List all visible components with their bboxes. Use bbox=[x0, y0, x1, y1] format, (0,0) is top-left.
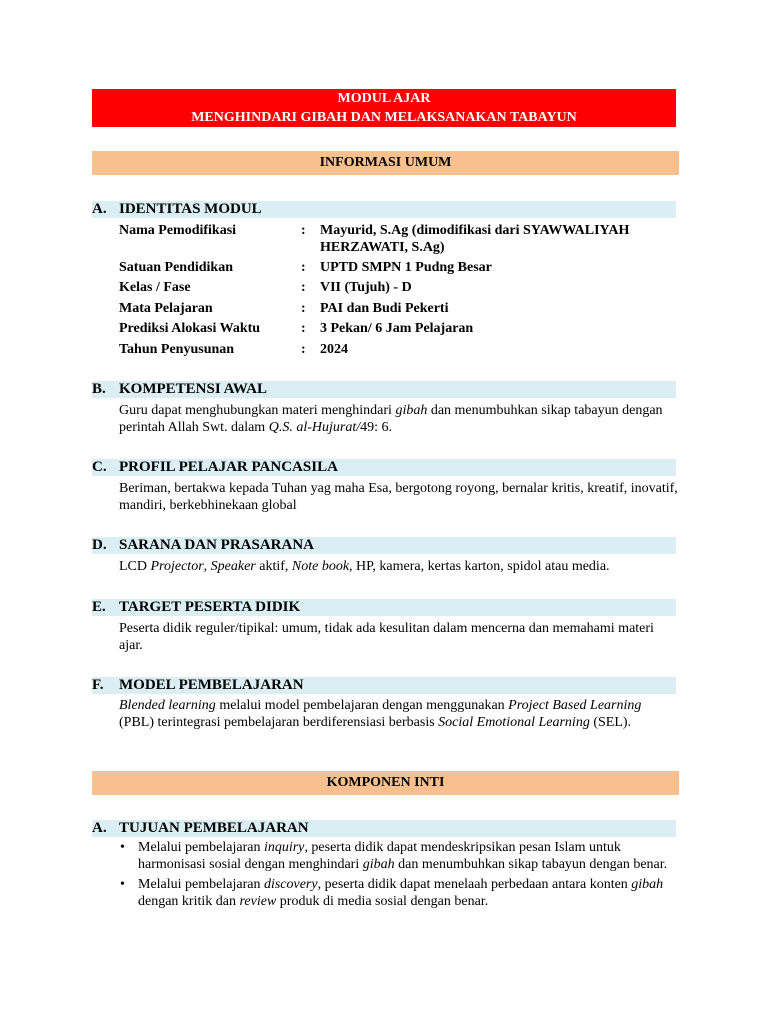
italic-run: Speaker bbox=[210, 559, 256, 574]
tujuan-list bbox=[119, 839, 679, 913]
section-identitas-modul bbox=[92, 201, 676, 218]
section-profil-pelajar-pancasila bbox=[92, 459, 676, 476]
italic-run: review bbox=[239, 894, 277, 909]
text-run: , bbox=[203, 559, 211, 574]
section-letter: C. bbox=[92, 459, 107, 475]
module-title-banner bbox=[92, 89, 676, 127]
identitas-colon: : bbox=[301, 301, 306, 316]
text-run: dan menumbuhkan sikap tabayun dengan benar. bbox=[394, 857, 668, 872]
text-run: , HP, kamera, kertas karton, spidol atau media. bbox=[349, 559, 610, 574]
identitas-value: VII (Tujuh) - D bbox=[320, 280, 412, 295]
text-run: melalui model pembelajaran dengan menggunakan bbox=[215, 698, 509, 713]
sarana-text bbox=[119, 558, 679, 575]
text-run: dan menumbuhkan sikap tabayun dengan perintah Allah Swt. dalam bbox=[119, 403, 663, 435]
italic-run: gibah bbox=[395, 403, 428, 418]
module-title-line2: MENGHINDARI GIBAH DAN MELAKSANAKAN TABAYUN bbox=[191, 110, 577, 125]
italic-run: inquiry bbox=[263, 840, 305, 855]
identitas-value: 3 Pekan/ 6 Jam Pelajaran bbox=[320, 321, 474, 336]
text-run: 49: 6. bbox=[360, 420, 392, 435]
identitas-colon: : bbox=[301, 280, 306, 295]
text-run: (SEL). bbox=[589, 715, 632, 730]
identitas-colon: : bbox=[301, 342, 306, 357]
italic-run: Projector bbox=[150, 559, 204, 574]
italic-run: Note book bbox=[291, 559, 350, 574]
identitas-value: PAI dan Budi Pekerti bbox=[320, 301, 449, 316]
section-letter: A. bbox=[92, 820, 107, 836]
identitas-colon: : bbox=[301, 260, 306, 275]
section-label: PROFIL PELAJAR PANCASILA bbox=[119, 459, 338, 475]
text-run: Melalui pembelajaran bbox=[138, 840, 264, 855]
section-letter: F. bbox=[92, 677, 104, 693]
italic-run: Blended learning bbox=[119, 698, 216, 713]
identitas-value: Mayurid, S.Ag (dimodifikasi dari SYAWWALIYAH HERZAWATI, S.Ag) bbox=[320, 223, 630, 255]
italic-run: discovery bbox=[263, 877, 318, 892]
text-run: Guru dapat menghubungkan materi menghindari bbox=[119, 403, 396, 418]
identitas-key: Nama Pemodifikasi bbox=[119, 223, 237, 238]
section-label: KOMPETENSI AWAL bbox=[119, 381, 267, 397]
profil-text: Beriman, bertakwa kepada Tuhan yag maha Esa, bergotong royong, bernalar kritis, kreatif, inovatif, mandiri, berkebhinekaan global bbox=[119, 481, 678, 513]
section-model-pembelajaran bbox=[92, 677, 676, 694]
target-text: Peserta didik reguler/tipikal: umum, tidak ada kesulitan dalam mencerna dan memahami materi ajar. bbox=[119, 621, 654, 653]
text-run: produk di media sosial dengan benar. bbox=[276, 894, 489, 909]
band-informasi-umum: INFORMASI UMUM bbox=[92, 151, 679, 175]
section-sarana-prasarana bbox=[92, 537, 676, 554]
identitas-value: 2024 bbox=[320, 342, 348, 357]
text-run: aktif, bbox=[255, 559, 292, 574]
section-letter: D. bbox=[92, 537, 107, 553]
bullet-dot: • bbox=[120, 877, 125, 892]
module-title-line1: MODUL AJAR bbox=[337, 91, 431, 106]
italic-run: gibah bbox=[362, 857, 395, 872]
section-label: TUJUAN PEMBELAJARAN bbox=[119, 820, 309, 836]
text-run: , peserta didik dapat menelaah perbedaan antara konten bbox=[317, 877, 632, 892]
section-label: SARANA DAN PRASARANA bbox=[119, 537, 315, 553]
italic-run: Social Emotional Learning bbox=[438, 715, 590, 730]
band-komponen-inti: KOMPONEN INTI bbox=[92, 771, 679, 795]
text-run: dengan kritik dan bbox=[138, 894, 240, 909]
section-letter: B. bbox=[92, 381, 106, 397]
list-item bbox=[119, 876, 679, 910]
kompetensi-text bbox=[119, 402, 679, 436]
identitas-key: Kelas / Fase bbox=[119, 280, 191, 295]
italic-run: gibah bbox=[631, 877, 664, 892]
identitas-key: Mata Pelajaran bbox=[119, 301, 213, 316]
model-text bbox=[119, 697, 679, 731]
italic-run: Project Based Learning bbox=[508, 698, 642, 713]
section-label: IDENTITAS MODUL bbox=[119, 201, 262, 217]
section-letter: E. bbox=[92, 599, 106, 615]
identitas-value: UPTD SMPN 1 Pudng Besar bbox=[320, 260, 492, 275]
text-run: LCD bbox=[119, 559, 151, 574]
bullet-dot: • bbox=[120, 840, 125, 855]
text-run: (PBL) terintegrasi pembelajaran berdiferensiasi berbasis bbox=[119, 715, 439, 730]
section-label: MODEL PEMBELAJARAN bbox=[119, 677, 304, 693]
text-run: Melalui pembelajaran bbox=[138, 877, 264, 892]
identitas-colon: : bbox=[301, 321, 306, 336]
identitas-key: Tahun Penyusunan bbox=[119, 342, 235, 357]
list-item bbox=[119, 839, 679, 873]
identitas-colon: : bbox=[301, 223, 306, 238]
italic-run: Q.S. al-Hujurat/ bbox=[268, 420, 361, 435]
section-letter: A. bbox=[92, 201, 107, 217]
section-label: TARGET PESERTA DIDIK bbox=[119, 599, 301, 615]
section-kompetensi-awal bbox=[92, 381, 676, 398]
identitas-key: Prediksi Alokasi Waktu bbox=[119, 321, 261, 336]
identitas-key: Satuan Pendidikan bbox=[119, 260, 233, 275]
section-target-peserta-didik bbox=[92, 599, 676, 616]
section-tujuan-pembelajaran bbox=[92, 820, 676, 837]
text-run: , peserta didik dapat mendeskripsikan pesan Islam untuk harmonisasi sosial dengan menghindari bbox=[138, 840, 621, 872]
